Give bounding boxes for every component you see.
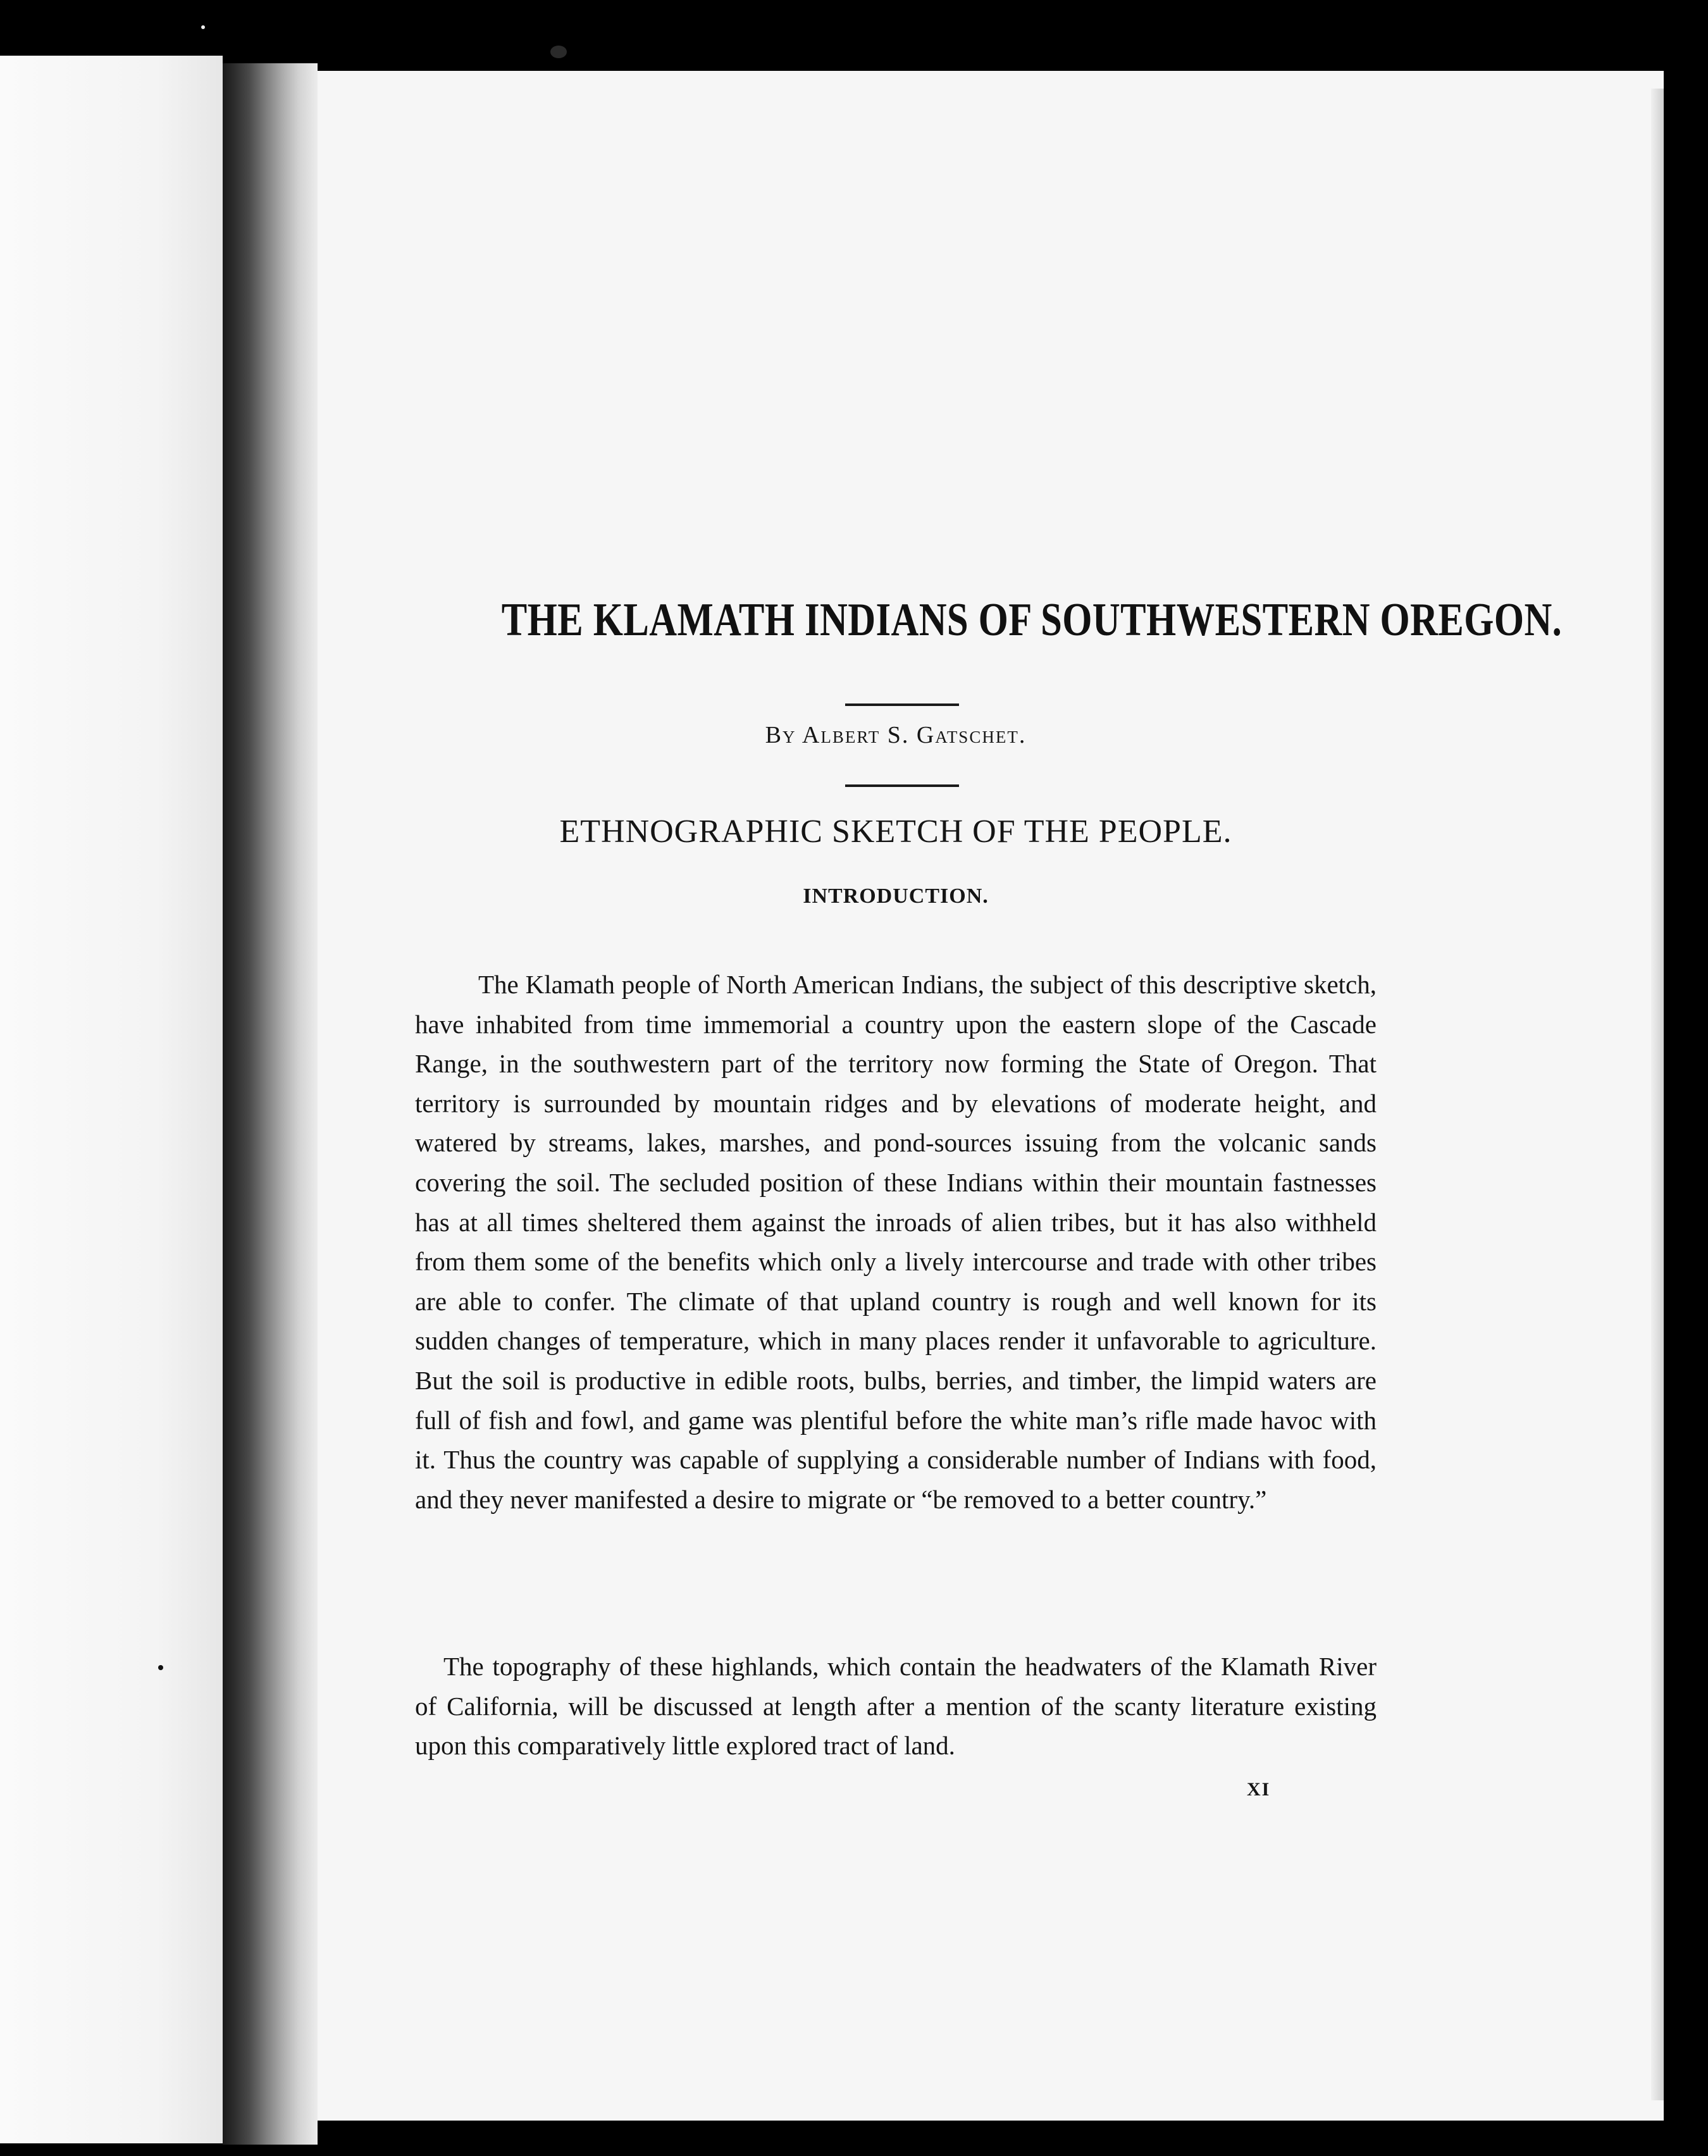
- title-divider: [845, 703, 959, 706]
- body-paragraph: The topography of these highlands, which contain the headwaters of the Klamath River of California, will be discussed at length after a mention of the scanty literature existing upon this comparatively little explored tract of land.: [415, 1652, 1377, 1761]
- facing-page: [0, 56, 223, 2143]
- scan-speck: [201, 25, 205, 29]
- author-line: By Albert S. Gatschet.: [765, 722, 1027, 748]
- page-number: XI: [1247, 1779, 1271, 1800]
- scan-speck: [550, 46, 567, 58]
- page-edge: [1651, 89, 1664, 2100]
- document-title: THE KLAMATH INDIANS OF SOUTHWESTERN OREGON.: [501, 594, 1563, 646]
- book-gutter-shadow: [223, 63, 318, 2145]
- author-divider: [845, 784, 959, 787]
- subsection-heading: INTRODUCTION.: [803, 884, 989, 908]
- body-paragraph: The Klamath people of North American Indians, the subject of this descriptive sketch, have inhabited from time immemorial a country upon the eastern slope of the Cascade Range, in the southwestern part of the territory now forming the State of Oregon. That territory is surrounded by mountain ridges and by elevations of moderate height, and watered by streams, lakes, marshes, and pond-sources issuing from the volcanic sands covering the soil. The secluded position of these Indians within their mountain fastnesses has at all times sheltered them against the inroads of alien tribes, but it has also withheld from them some of the benefits which only a lively intercourse and trade with other tribes are able to confer. The climate of that upland country is rough and well known for its sudden changes of temperature, which in many places render it unfavorable to agriculture. But the soil is productive in edible roots, bulbs, berries, and timber, the limpid waters are full of fish and fowl, and game was plentiful before the white man’s rifle made havoc with it. Thus the country was capable of supplying a considerable number of Indians with food, and they never manifested a desire to migrate or “be removed to a better country.”: [415, 970, 1377, 1514]
- scan-speck: [158, 1665, 163, 1670]
- section-heading: ETHNOGRAPHIC SKETCH OF THE PEOPLE.: [559, 814, 1232, 850]
